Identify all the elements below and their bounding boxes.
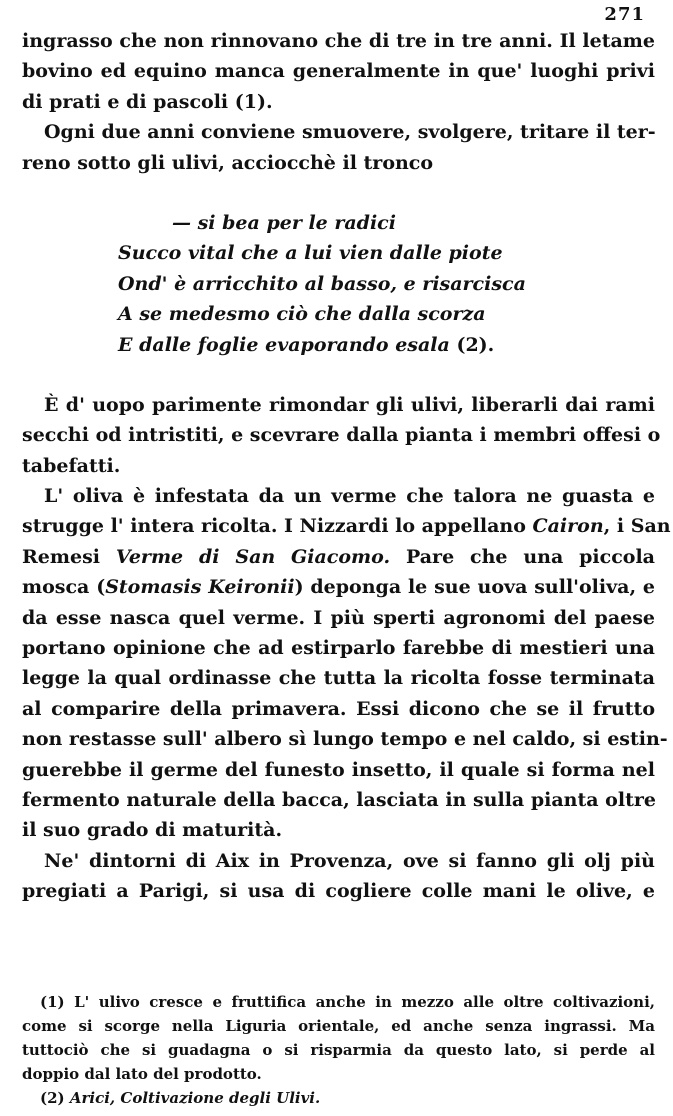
footnote-line: come si scorge nella Liguria orientale, ed anche senza ingrassi. Ma	[22, 1017, 655, 1035]
text-line: il suo grado di maturità.	[22, 819, 283, 842]
italic-term: Stomasis Keironii	[105, 576, 295, 599]
text-line: tabefatti.	[22, 454, 121, 477]
text-line: Ogni due anni conviene smuovere, svolgere, tritare il ter-	[44, 121, 656, 144]
text-run: mosca (	[22, 576, 106, 599]
footnote-1	[22, 990, 655, 1086]
text-line: È d' uopo parimente rimondar gli ulivi, liberarli dai rami	[44, 393, 655, 416]
verse-line: Succo vital che a lui vien dalle piote	[118, 242, 503, 265]
verse-line: A se medesmo ciò che dalla scorza	[118, 303, 486, 326]
footnote-ref: (2).	[456, 333, 495, 356]
paragraph-5	[22, 846, 655, 907]
text-line: di prati e di pascoli (1).	[22, 90, 273, 113]
verse-text: E dalle foglie evaporando esala	[118, 333, 450, 356]
text-run: ) deponga le sue uova sull'oliva, e	[294, 576, 655, 599]
page-number: 271	[604, 4, 645, 25]
footnote-line	[22, 1086, 655, 1110]
text-line: portano opinione che ad estirparlo farebbe di mestieri una	[22, 637, 655, 660]
text-run: Remesi	[22, 545, 116, 568]
paragraph-2	[22, 117, 655, 178]
verse-line: — si bea per le radici	[172, 211, 396, 234]
text-line: reno sotto gli ulivi, acciocchè il tronco	[22, 151, 434, 174]
text-run: strugge l' intera ricolta. I Nizzardi lo appellano	[22, 515, 533, 538]
text-line	[22, 572, 655, 602]
text-line: bovino ed equino manca generalmente in que' luoghi privi	[22, 60, 655, 83]
text-line: non restasse sull' albero sì lungo tempo e nel caldo, si estin-	[22, 728, 668, 751]
body-text	[22, 26, 671, 907]
paragraph-3	[22, 390, 661, 481]
footnotes	[22, 990, 655, 1110]
citation: Arici, Coltivazione degli Ulivi.	[69, 1089, 321, 1107]
footnote-line: tuttociò che si guadagna o si risparmia da questo lato, si perde al	[22, 1041, 655, 1059]
text-line: fermento naturale della bacca, lasciata in sulla pianta oltre	[22, 788, 656, 811]
text-line: al comparire della primavera. Essi dicono che se il frutto	[22, 697, 655, 720]
text-line: da esse nasca quel verme. I più sperti agronomi del paese	[22, 606, 655, 629]
text-line: secchi od intristiti, e scevrare dalla pianta i membri offesi o	[22, 424, 661, 447]
footnote-number: (2)	[40, 1089, 70, 1107]
text-line: L' oliva è infestata da un verme che talora ne guasta e	[44, 485, 655, 508]
verse-quote	[22, 208, 655, 360]
text-line: pregiati a Parigi, si usa di cogliere colle mani le olive, e	[22, 880, 655, 903]
footnote-line: doppio dal lato del prodotto.	[22, 1065, 262, 1083]
paragraph-4	[22, 481, 671, 846]
paragraph-1	[22, 26, 655, 117]
text-run: , i San	[603, 515, 671, 538]
verse-line	[118, 330, 655, 360]
footnote-line: (1) L' ulivo cresce e fruttifica anche in mezzo alle oltre coltivazioni,	[40, 993, 655, 1011]
text-line: ingrasso che non rinnovano che di tre in tre anni. Il letame	[22, 30, 655, 52]
text-line	[22, 542, 655, 572]
text-line: guerebbe il germe del funesto insetto, il quale si forma nel	[22, 758, 655, 781]
italic-term: Verme di San Giacomo.	[115, 545, 391, 568]
text-line: legge la qual ordinasse che tutta la ricolta fosse terminata	[22, 667, 655, 690]
text-line	[22, 511, 671, 541]
footnote-2	[22, 1086, 655, 1110]
verse-line: Ond' è arricchito al basso, e risarcisca	[118, 272, 526, 295]
text-run: Pare che una piccola	[390, 545, 655, 568]
italic-term: Cairon	[532, 515, 604, 538]
text-line: Ne' dintorni di Aix in Provenza, ove si fanno gli olj più	[44, 849, 655, 872]
